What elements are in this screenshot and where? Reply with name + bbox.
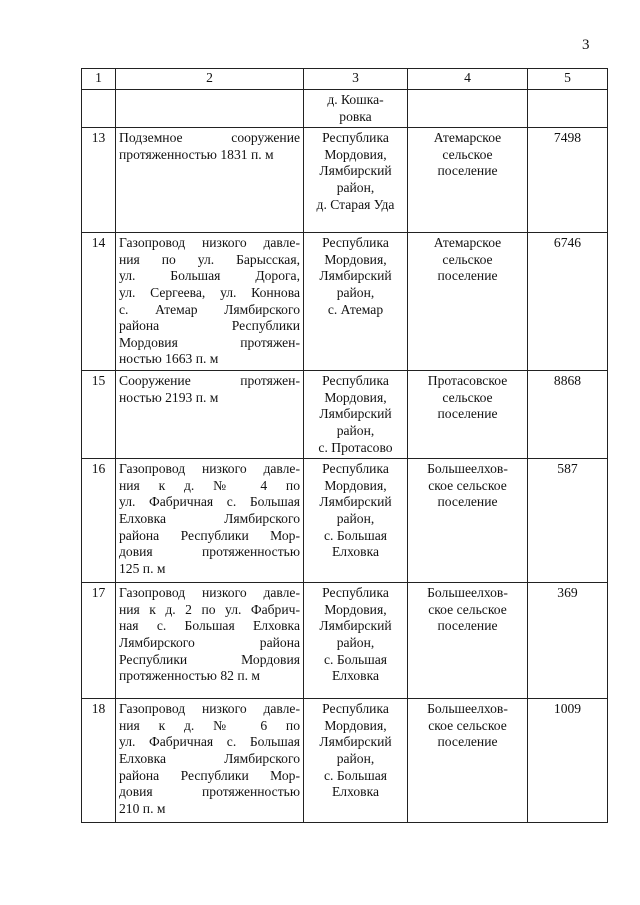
location-line: Лямбирский: [319, 406, 392, 422]
description-line: ул. Фабричная с. Большая: [119, 494, 300, 510]
settlement-line: Большеелхов-: [427, 701, 508, 717]
description-line: района Республики: [119, 318, 300, 334]
row-number-cell: 17: [82, 583, 116, 699]
settlement-line: поселение: [437, 494, 498, 510]
location-cell: [304, 233, 408, 371]
description-line: 210 п. м: [119, 800, 166, 816]
description-line: Газопровод низкого давле-: [119, 461, 300, 477]
description-line: ния к д. 2 по ул. Фабрич-: [119, 601, 300, 617]
row-number-cell: 16: [82, 459, 116, 583]
location-line: д. Кошка-: [327, 92, 384, 107]
settlement-cell: [408, 583, 528, 699]
object-description-cell: [116, 233, 304, 371]
description-line: ностью 1663 п. м: [119, 351, 219, 367]
row-number-cell: 13: [82, 128, 116, 233]
description-line: ния по ул. Барысская,: [119, 251, 300, 267]
description-line: ния к д. № 6 по: [119, 717, 300, 733]
object-description-cell: [116, 371, 304, 459]
location-line: Елховка: [331, 784, 379, 800]
location-cell: [304, 583, 408, 699]
description-line: довия протяженностью: [119, 784, 300, 800]
description-line: ул. Фабричная с. Большая: [119, 734, 300, 750]
header-cell-3: 3: [304, 69, 408, 90]
location-line: д. Старая Уда: [316, 196, 395, 212]
settlement-line: Атемарское: [433, 130, 502, 146]
header-cell-2: 2: [116, 69, 304, 90]
location-line: Лямбирский: [319, 163, 392, 179]
object-description-cell: [116, 699, 304, 823]
table-row: [82, 459, 608, 583]
location-cell: [304, 90, 408, 128]
settlement-line: ское сельское: [428, 477, 507, 493]
table-header-row: [82, 69, 608, 90]
description-line: Газопровод низкого давле-: [119, 701, 300, 717]
description-line: Сооружение протяжен-: [119, 373, 300, 389]
object-description-cell: [116, 90, 304, 128]
settlement-line: сельское: [442, 389, 493, 405]
location-line: Республика: [322, 701, 389, 717]
location-line: Мордовия,: [324, 601, 387, 617]
description-line: Елховка Лямбирского: [119, 750, 300, 766]
value-cell: 6746: [528, 233, 608, 371]
settlement-line: сельское: [442, 146, 493, 162]
settlement-cell: [408, 128, 528, 233]
row-number-cell: [82, 90, 116, 128]
location-line: Республика: [322, 130, 389, 146]
row-number-cell: 14: [82, 233, 116, 371]
settlement-cell: [408, 459, 528, 583]
header-cell-5: 5: [528, 69, 608, 90]
value-cell: 1009: [528, 699, 608, 823]
location-line: ровка: [339, 108, 372, 124]
value-cell: [528, 90, 608, 128]
location-line: Республика: [322, 585, 389, 601]
description-line: Лямбирского района: [119, 634, 300, 650]
value-cell: 8868: [528, 371, 608, 459]
settlement-line: сельское: [442, 251, 493, 267]
description-line: протяженностью 1831 п. м: [119, 146, 274, 162]
settlement-line: Большеелхов-: [427, 585, 508, 601]
location-line: с. Большая: [324, 767, 387, 783]
location-line: район,: [336, 422, 375, 438]
location-line: Мордовия,: [324, 251, 387, 267]
location-line: Мордовия,: [324, 717, 387, 733]
page-number: 3: [582, 37, 590, 53]
location-cell: [304, 371, 408, 459]
location-line: Лямбирский: [319, 268, 392, 284]
row-number-cell: 15: [82, 371, 116, 459]
table-row: [82, 90, 608, 128]
location-line: район,: [336, 284, 375, 300]
location-line: Лямбирский: [319, 618, 392, 634]
table-row: [82, 233, 608, 371]
value-cell: 7498: [528, 128, 608, 233]
location-line: район,: [336, 179, 375, 195]
location-line: Мордовия,: [324, 477, 387, 493]
settlement-line: Большеелхов-: [427, 461, 508, 477]
description-line: Газопровод низкого давле-: [119, 235, 300, 251]
object-description-cell: [116, 459, 304, 583]
description-line: довия протяженностью: [119, 544, 300, 560]
description-line: района Республики Мор-: [119, 767, 300, 783]
location-line: район,: [336, 510, 375, 526]
location-cell: [304, 699, 408, 823]
settlement-line: поселение: [437, 268, 498, 284]
settlement-line: ское сельское: [428, 717, 507, 733]
description-line: протяженностью 82 п. м: [119, 668, 261, 684]
location-line: Лямбирский: [319, 734, 392, 750]
row-number-cell: 18: [82, 699, 116, 823]
settlement-cell: [408, 371, 528, 459]
settlement-cell: [408, 699, 528, 823]
description-line: ул. Большая Дорога,: [119, 268, 300, 284]
value-cell: 369: [528, 583, 608, 699]
settlement-line: Протасовское: [427, 373, 508, 389]
description-line: района Республики Мор-: [119, 527, 300, 543]
location-line: с. Большая: [324, 527, 387, 543]
location-line: Мордовия,: [324, 146, 387, 162]
description-line: Мордовия протяжен-: [119, 334, 300, 350]
location-line: Елховка: [331, 668, 379, 684]
location-line: Республика: [322, 373, 389, 389]
settlement-line: поселение: [437, 734, 498, 750]
location-line: район,: [336, 634, 375, 650]
table-row: [82, 583, 608, 699]
description-line: Подземное сооружение: [119, 130, 300, 146]
description-line: Республики Мордовия: [119, 651, 300, 667]
description-line: 125 п. м: [119, 560, 166, 576]
description-line: Елховка Лямбирского: [119, 510, 300, 526]
description-line: ностью 2193 п. м: [119, 389, 219, 405]
object-description-cell: [116, 128, 304, 233]
settlement-line: поселение: [437, 618, 498, 634]
table-row: [82, 699, 608, 823]
location-cell: [304, 459, 408, 583]
location-line: Республика: [322, 235, 389, 251]
description-line: ния к д. № 4 по: [119, 477, 300, 493]
location-line: район,: [336, 750, 375, 766]
settlement-line: Атемарское: [433, 235, 502, 251]
location-line: Республика: [322, 461, 389, 477]
settlement-line: ское сельское: [428, 601, 507, 617]
location-line: с. Большая: [324, 651, 387, 667]
description-line: ная с. Большая Елховка: [119, 618, 300, 634]
value-cell: 587: [528, 459, 608, 583]
location-line: с. Атемар: [327, 301, 384, 317]
location-line: с. Протасово: [318, 439, 393, 455]
header-cell-1: 1: [82, 69, 116, 90]
settlement-cell: [408, 90, 528, 128]
header-cell-4: 4: [408, 69, 528, 90]
description-line: ул. Сергеева, ул. Коннова: [119, 284, 300, 300]
description-line: Газопровод низкого давле-: [119, 585, 300, 601]
settlement-cell: [408, 233, 528, 371]
description-line: с. Атемар Лямбирского: [119, 301, 300, 317]
location-line: Лямбирский: [319, 494, 392, 510]
table-row: [82, 371, 608, 459]
object-description-cell: [116, 583, 304, 699]
location-cell: [304, 128, 408, 233]
property-table: [81, 68, 608, 823]
location-line: Елховка: [331, 544, 379, 560]
settlement-line: поселение: [437, 163, 498, 179]
settlement-line: поселение: [437, 406, 498, 422]
table-row: [82, 128, 608, 233]
location-line: Мордовия,: [324, 389, 387, 405]
